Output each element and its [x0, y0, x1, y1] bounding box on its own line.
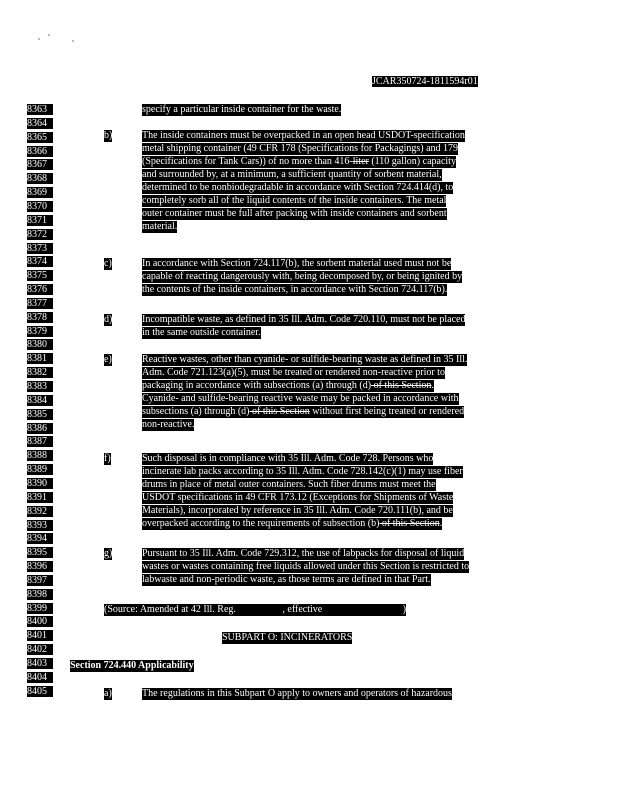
item-g-line: Pursuant to 35 Ill. Adm. Code 729.312, the use of labpacks for disposal of liquid [142, 548, 465, 559]
item-f-line: Such disposal is in compliance with 35 Ill. Adm. Code 728. Persons who [142, 453, 434, 464]
item-b-line: The inside containers must be overpacked in an open head USDOT-specification [142, 130, 465, 141]
line-number: 8405 [27, 686, 53, 697]
item-d-label: d) [104, 314, 113, 325]
line-number: 8373 [27, 243, 53, 254]
item-b-line: metal shipping container (49 CFR 178 (Specifications for Packagings) and 179 [142, 143, 459, 154]
line-number: 8371 [27, 215, 53, 226]
struck-text: of this Section [371, 380, 432, 391]
line-number: 8401 [27, 630, 53, 641]
line-number: 8384 [27, 395, 53, 406]
item-c-line: the contents of the inside containers, in accordance with Section 724.117(b). [142, 284, 448, 295]
line-number: 8369 [27, 187, 53, 198]
item-f-text: . [439, 518, 443, 529]
item-e-line: Cyanide- and sulfide-bearing reactive waste may be packed in accordance with [142, 393, 459, 404]
document-code: JCAR350724-1811594r01 [372, 76, 478, 87]
item-f-line: drums in place of metal outer containers. Such fiber drums must meet the [142, 479, 436, 490]
item-b-line: outer container must be full after packing with inside containers and sorbent [142, 208, 447, 219]
item-b-line: and surrounded by, at a minimum, a sufficient quantity of sorbent material, [142, 169, 442, 180]
item-b-label: b) [104, 130, 113, 141]
line-number: 8389 [27, 464, 53, 475]
line-number: 8391 [27, 492, 53, 503]
item-c-line: In accordance with Section 724.117(b), the sorbent material used must not be [142, 258, 452, 269]
line-number: 8367 [27, 159, 53, 170]
item-a-next-label: a) [104, 688, 112, 699]
line-number: 8397 [27, 575, 53, 586]
struck-text: liter [352, 156, 369, 167]
line-number: 8378 [27, 312, 53, 323]
line-number: 8386 [27, 423, 53, 434]
struck-text: of this Section [249, 406, 310, 417]
item-f-line: Materials), incorporated by reference in 35 Ill. Adm. Code 720.111(b), and be [142, 505, 453, 516]
line-number: 8381 [27, 353, 53, 364]
line-number: 8392 [27, 506, 53, 517]
line-number: 8393 [27, 520, 53, 531]
line-number: 8394 [27, 533, 53, 544]
line-number: 8376 [27, 284, 53, 295]
source-text: ) [402, 604, 407, 615]
line-number: 8398 [27, 589, 53, 600]
item-a-next-line: The regulations in this Subpart O apply to owners and operators of hazardous [142, 688, 452, 699]
line-number: 8375 [27, 270, 53, 281]
item-e-text: without first being treated or rendered [309, 406, 465, 417]
source-text: , effective [282, 604, 325, 615]
item-e-text: subsections (a) through (d) [142, 406, 250, 417]
line-number: 8380 [27, 339, 53, 350]
line-number: 8387 [27, 436, 53, 447]
item-b-line: completely sorb all of the liquid contents of the inside containers. The metal [142, 195, 447, 206]
item-e-text: packaging in accordance with subsections (a) through (d) [142, 380, 372, 391]
item-d-line: Incompatible waste, as defined in 35 Ill. Adm. Code 720.110, must not be placed [142, 314, 466, 325]
line-number: 8374 [27, 256, 53, 267]
source-note [104, 604, 406, 616]
item-c-line: capable of reacting dangerously with, being decomposed by, or being ignited by [142, 271, 463, 282]
line-number: 8390 [27, 478, 53, 489]
item-e-line [142, 406, 464, 418]
line-number: 8404 [27, 672, 53, 683]
line-number: 8370 [27, 201, 53, 212]
item-e-text: . [431, 380, 434, 391]
item-f-line: USDOT specifications in 49 CFR 173.12 (Exceptions for Shipments of Waste [142, 492, 454, 503]
item-d-line: in the same outside container. [142, 327, 261, 338]
line-number: 8382 [27, 367, 53, 378]
line-number: 8366 [27, 146, 53, 157]
item-e-line: non-reactive. [142, 419, 195, 430]
line-number: 8396 [27, 561, 53, 572]
item-f-line [142, 518, 442, 530]
source-text: (Source: Amended at 42 Ill. Reg. [104, 604, 239, 615]
line-number: 8395 [27, 547, 53, 558]
line-number: 8402 [27, 644, 53, 655]
item-b-text: (110 gallon) capacity [368, 156, 456, 167]
subpart-title: SUBPART O: INCINERATORS [222, 632, 353, 643]
item-b-line: determined to be nonbiodegradable in accordance with Section 724.414(d), to [142, 182, 454, 193]
item-b-text: (Specifications for Tank Cars)) of no more than 416- [142, 156, 353, 167]
line-number: 8364 [27, 118, 53, 129]
section-heading: Section 724.440 Applicability [70, 660, 194, 671]
item-b-line: material. [142, 221, 178, 232]
line-number: 8388 [27, 450, 53, 461]
struck-text: of this Section [379, 518, 440, 529]
item-e-line: Reactive wastes, other than cyanide- or sulfide-bearing waste as defined in 35 Ill. [142, 354, 468, 365]
item-g-line: wastes or wastes containing free liquids allowed under this Section is restricted to [142, 561, 470, 572]
item-f-text: overpacked according to the requirements of subsection (b) [142, 518, 380, 529]
line-number: 8403 [27, 658, 53, 669]
line-number: 8383 [27, 381, 53, 392]
line-number: 8399 [27, 603, 53, 614]
item-g-line: labwaste and non-periodic waste, as those terms are defined in that Part. [142, 574, 431, 585]
item-f-line: incinerate lab packs according to 35 Ill. Adm. Code 728.142(c)(1) may use fiber [142, 466, 463, 477]
scan-smudge [38, 34, 78, 44]
line-number: 8385 [27, 409, 53, 420]
item-g-label: g) [104, 548, 113, 559]
line-number: 8368 [27, 173, 53, 184]
item-f-label: f) [104, 453, 111, 464]
line-number: 8363 [27, 104, 53, 115]
item-a-tail: specify a particular inside container for the waste. [142, 104, 342, 115]
item-e-line: Adm. Code 721.123(a)(5), must be treated or rendered non-reactive prior to [142, 367, 445, 378]
item-e-label: e) [104, 354, 112, 365]
item-e-line [142, 380, 434, 392]
line-number: 8379 [27, 326, 53, 337]
item-c-label: c) [104, 258, 112, 269]
line-number: 8365 [27, 132, 53, 143]
line-number: 8372 [27, 229, 53, 240]
item-b-line [142, 156, 456, 168]
line-number: 8377 [27, 298, 53, 309]
line-number: 8400 [27, 616, 53, 627]
